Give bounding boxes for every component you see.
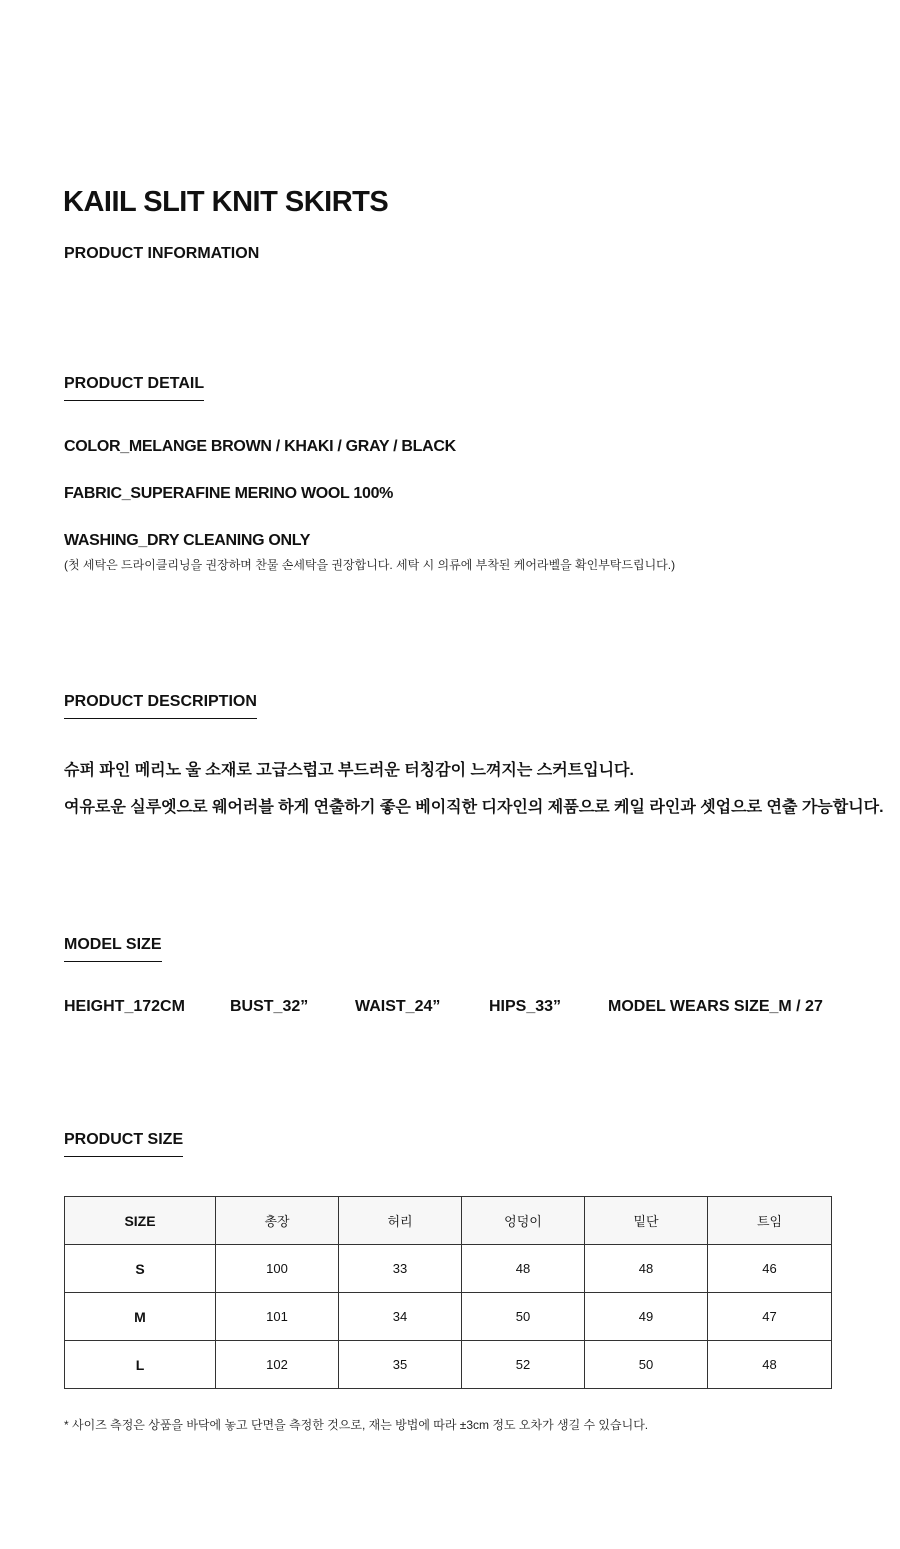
- table-row: [65, 1245, 832, 1293]
- model-bust: BUST_32”: [230, 998, 309, 1015]
- table-cell: 47: [708, 1293, 832, 1341]
- fabric-info: FABRIC_SUPERAFINE MERINO WOOL 100%: [64, 485, 394, 502]
- size-table-header-row: [65, 1197, 832, 1245]
- table-cell: 102: [216, 1341, 339, 1389]
- table-cell: 50: [462, 1293, 585, 1341]
- product-description-heading: PRODUCT DESCRIPTION: [64, 693, 257, 719]
- table-cell: 46: [708, 1245, 832, 1293]
- size-table: [64, 1196, 832, 1389]
- table-row: [65, 1293, 832, 1341]
- column-header-waist: 허리: [339, 1197, 462, 1245]
- table-cell: 35: [339, 1341, 462, 1389]
- column-header-size: SIZE: [65, 1197, 216, 1245]
- description-line-1: 슈퍼 파인 메리노 울 소재로 고급스럽고 부드러운 터칭감이 느껴지는 스커트입니다.: [64, 762, 634, 779]
- table-cell: 48: [585, 1245, 708, 1293]
- table-cell: 49: [585, 1293, 708, 1341]
- column-header-length: 총장: [216, 1197, 339, 1245]
- product-size-heading: PRODUCT SIZE: [64, 1131, 183, 1157]
- size-label: L: [65, 1341, 216, 1389]
- column-header-hem: 밑단: [585, 1197, 708, 1245]
- column-header-hip: 엉덩이: [462, 1197, 585, 1245]
- column-header-slit: 트임: [708, 1197, 832, 1245]
- table-cell: 33: [339, 1245, 462, 1293]
- table-cell: 50: [585, 1341, 708, 1389]
- color-info: COLOR_MELANGE BROWN / KHAKI / GRAY / BLACK: [64, 438, 456, 455]
- table-cell: 48: [462, 1245, 585, 1293]
- table-row: [65, 1341, 832, 1389]
- washing-info: WASHING_DRY CLEANING ONLY: [64, 532, 311, 549]
- table-cell: 100: [216, 1245, 339, 1293]
- model-height: HEIGHT_172CM: [64, 998, 185, 1015]
- size-label: S: [65, 1245, 216, 1293]
- model-wears-size: MODEL WEARS SIZE_M / 27: [608, 998, 823, 1015]
- description-line-2: 여유로운 실루엣으로 웨어러블 하게 연출하기 좋은 베이직한 디자인의 제품으로 케일 라인과 셋업으로 연출 가능합니다.: [64, 799, 884, 816]
- product-information-label: PRODUCT INFORMATION: [64, 245, 260, 262]
- product-title: KAIIL SLIT KNIT SKIRTS: [63, 186, 389, 218]
- table-cell: 52: [462, 1341, 585, 1389]
- size-footnote: * 사이즈 측정은 상품을 바닥에 놓고 단면을 측정한 것으로, 재는 방법에 따라 ±3cm 정도 오차가 생길 수 있습니다.: [64, 1418, 649, 1432]
- product-detail-heading: PRODUCT DETAIL: [64, 375, 204, 401]
- model-size-heading: MODEL SIZE: [64, 936, 162, 962]
- table-cell: 101: [216, 1293, 339, 1341]
- model-hips: HIPS_33”: [489, 998, 562, 1015]
- table-cell: 34: [339, 1293, 462, 1341]
- size-label: M: [65, 1293, 216, 1341]
- table-cell: 48: [708, 1341, 832, 1389]
- model-waist: WAIST_24”: [355, 998, 441, 1015]
- washing-note: (첫 세탁은 드라이클리닝을 권장하며 찬물 손세탁을 권장합니다. 세탁 시 의류에 부착된 케어라벨을 확인부탁드립니다.): [64, 558, 676, 572]
